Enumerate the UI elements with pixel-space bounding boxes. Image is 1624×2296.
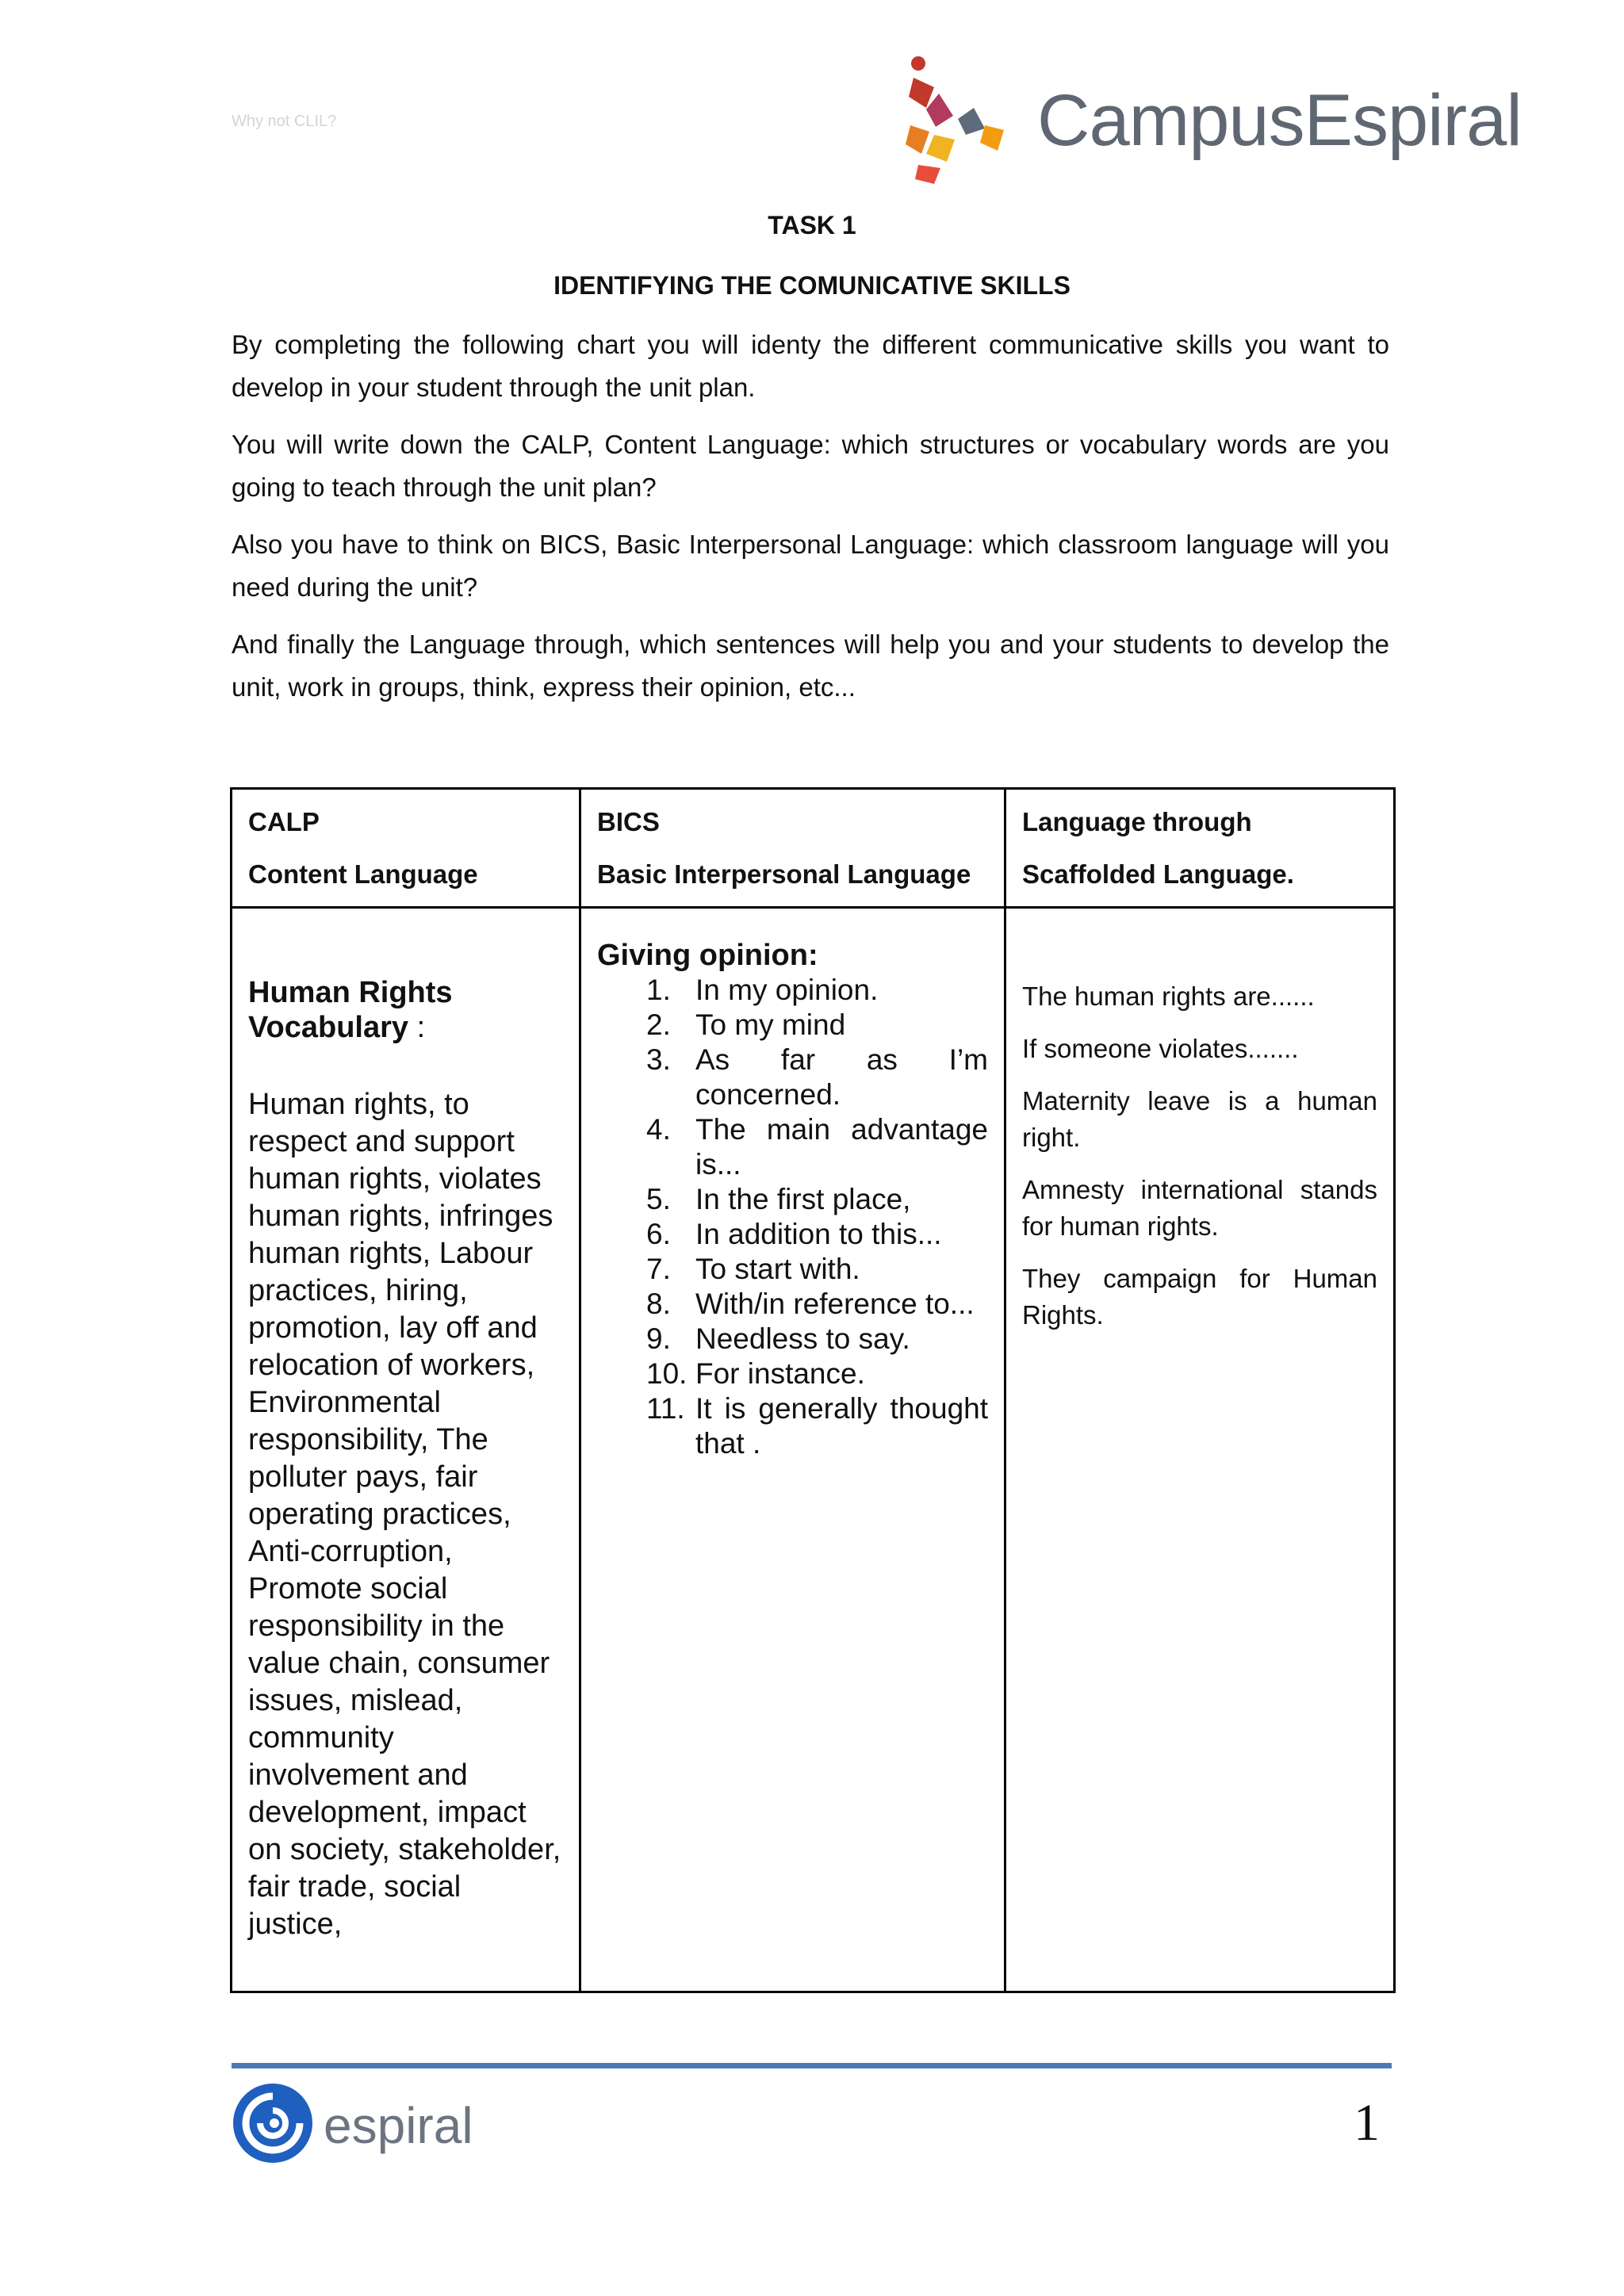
skills-chart: [230, 787, 1396, 1993]
chart-body-row: [232, 908, 1395, 1992]
instruction-paragraph-1: By completing the following chart you will identy the different communicative skills you want to develop in your student through the unit plan.: [232, 330, 1389, 402]
page-number: 1: [1354, 2094, 1380, 2152]
espiral-logo: [232, 2079, 485, 2166]
list-item: [597, 1112, 988, 1182]
language-through-cell: [1005, 908, 1395, 1992]
instruction-paragraph-4: And finally the Language through, which sentences will help you and your students to develop the unit, work in groups, think, express their opinion, etc...: [232, 629, 1389, 702]
list-item: [597, 1252, 988, 1287]
header-language-through-subtitle: Scaffolded Language.: [1022, 859, 1294, 889]
campus-espiral-logo-icon: [902, 46, 1037, 189]
list-item-text: The main advantage is...: [695, 1113, 988, 1181]
list-item: [597, 1043, 988, 1112]
list-item-text: To my mind: [695, 1008, 846, 1041]
espiral-wordmark: espiral: [324, 2097, 473, 2154]
list-item-text: For instance.: [695, 1357, 865, 1390]
calp-cell: [232, 908, 580, 1992]
header-bics-subtitle: Basic Interpersonal Language: [597, 859, 971, 889]
scaffold-sentence: The human rights are......: [1022, 982, 1315, 1011]
calp-heading-text: Human Rights Vocabulary: [248, 976, 453, 1044]
list-item: [597, 1357, 988, 1391]
instruction-paragraph-3: Also you have to think on BICS, Basic Interpersonal Language: which classroom language will you need during the unit?: [232, 530, 1389, 602]
campus-espiral-wordmark: CampusEspiral: [1037, 80, 1522, 161]
list-item-number: 11.: [646, 1392, 685, 1425]
task-number: TASK 1: [768, 211, 856, 239]
list-item-number: 3.: [646, 1043, 671, 1076]
list-item-text: Needless to say.: [695, 1322, 910, 1355]
task-title: IDENTIFYING THE COMUNICATIVE SKILLS: [553, 271, 1071, 300]
calp-heading-suffix: :: [408, 1011, 426, 1044]
bics-heading: Giving opinion:: [597, 939, 818, 972]
list-item: [597, 1287, 988, 1322]
list-item-number: 7.: [646, 1253, 671, 1285]
scaffold-sentence: Amnesty international stands for human rights.: [1022, 1175, 1377, 1241]
header-calp: [232, 789, 580, 908]
list-item-text: In my opinion.: [695, 974, 879, 1006]
list-item-text: In addition to this...: [695, 1218, 942, 1250]
list-item-number: 9.: [646, 1322, 671, 1355]
list-item-number: 8.: [646, 1288, 671, 1320]
scaffold-sentence: Maternity leave is a human right.: [1022, 1086, 1377, 1152]
instruction-paragraph-2: You will write down the CALP, Content Language: which structures or vocabulary words are you going to teach through the unit plan?: [232, 430, 1389, 502]
list-item-number: 5.: [646, 1183, 671, 1215]
list-item: [597, 1182, 988, 1217]
list-item-text: In the first place,: [695, 1183, 911, 1215]
list-item-number: 4.: [646, 1113, 671, 1146]
espiral-spiral-icon: [232, 2079, 319, 2166]
header-language-through-title: Language through: [1022, 807, 1252, 836]
list-item: [597, 1322, 988, 1357]
campus-espiral-logo: [902, 46, 1521, 189]
list-item-number: 10.: [646, 1357, 688, 1390]
chart-header-row: [232, 789, 1395, 908]
header-calp-subtitle: Content Language: [248, 859, 478, 889]
scaffold-sentence: They campaign for Human Rights.: [1022, 1264, 1377, 1330]
header-note: Why not CLIL?: [232, 113, 337, 130]
list-item-number: 2.: [646, 1008, 671, 1041]
bics-cell: [580, 908, 1005, 1992]
calp-vocabulary: Human rights, to respect and support human rights, violates human rights, infringes human rights, Labour practices, hiring, promotion, lay off and relocation of workers, Environmental responsibility, The polluter pays, fair operating practices, Anti-corruption, Promote social responsibility in the value chain, consumer issues, mislead, community involvement and development, impact on society, stakeholder, fair trade, social justice,: [248, 1088, 561, 1941]
list-item: [597, 1008, 988, 1043]
footer-rule: [232, 2063, 1392, 2068]
bics-list: [597, 973, 988, 1461]
header-language-through: [1005, 789, 1395, 908]
list-item-number: 1.: [646, 974, 671, 1006]
list-item: [597, 1391, 988, 1461]
scaffold-sentence: If someone violates.......: [1022, 1034, 1299, 1063]
list-item: [597, 973, 988, 1008]
list-item-text: It is generally thought that .: [695, 1392, 988, 1460]
header-bics: [580, 789, 1005, 908]
list-item-text: To start with.: [695, 1253, 860, 1285]
header-bics-title: BICS: [597, 807, 660, 836]
list-item: [597, 1217, 988, 1252]
calp-heading: [248, 975, 563, 1045]
list-item-number: 6.: [646, 1218, 671, 1250]
header-calp-title: CALP: [248, 807, 320, 836]
list-item-text: As far as I’m concerned.: [695, 1043, 988, 1111]
list-item-text: With/in reference to...: [695, 1288, 975, 1320]
